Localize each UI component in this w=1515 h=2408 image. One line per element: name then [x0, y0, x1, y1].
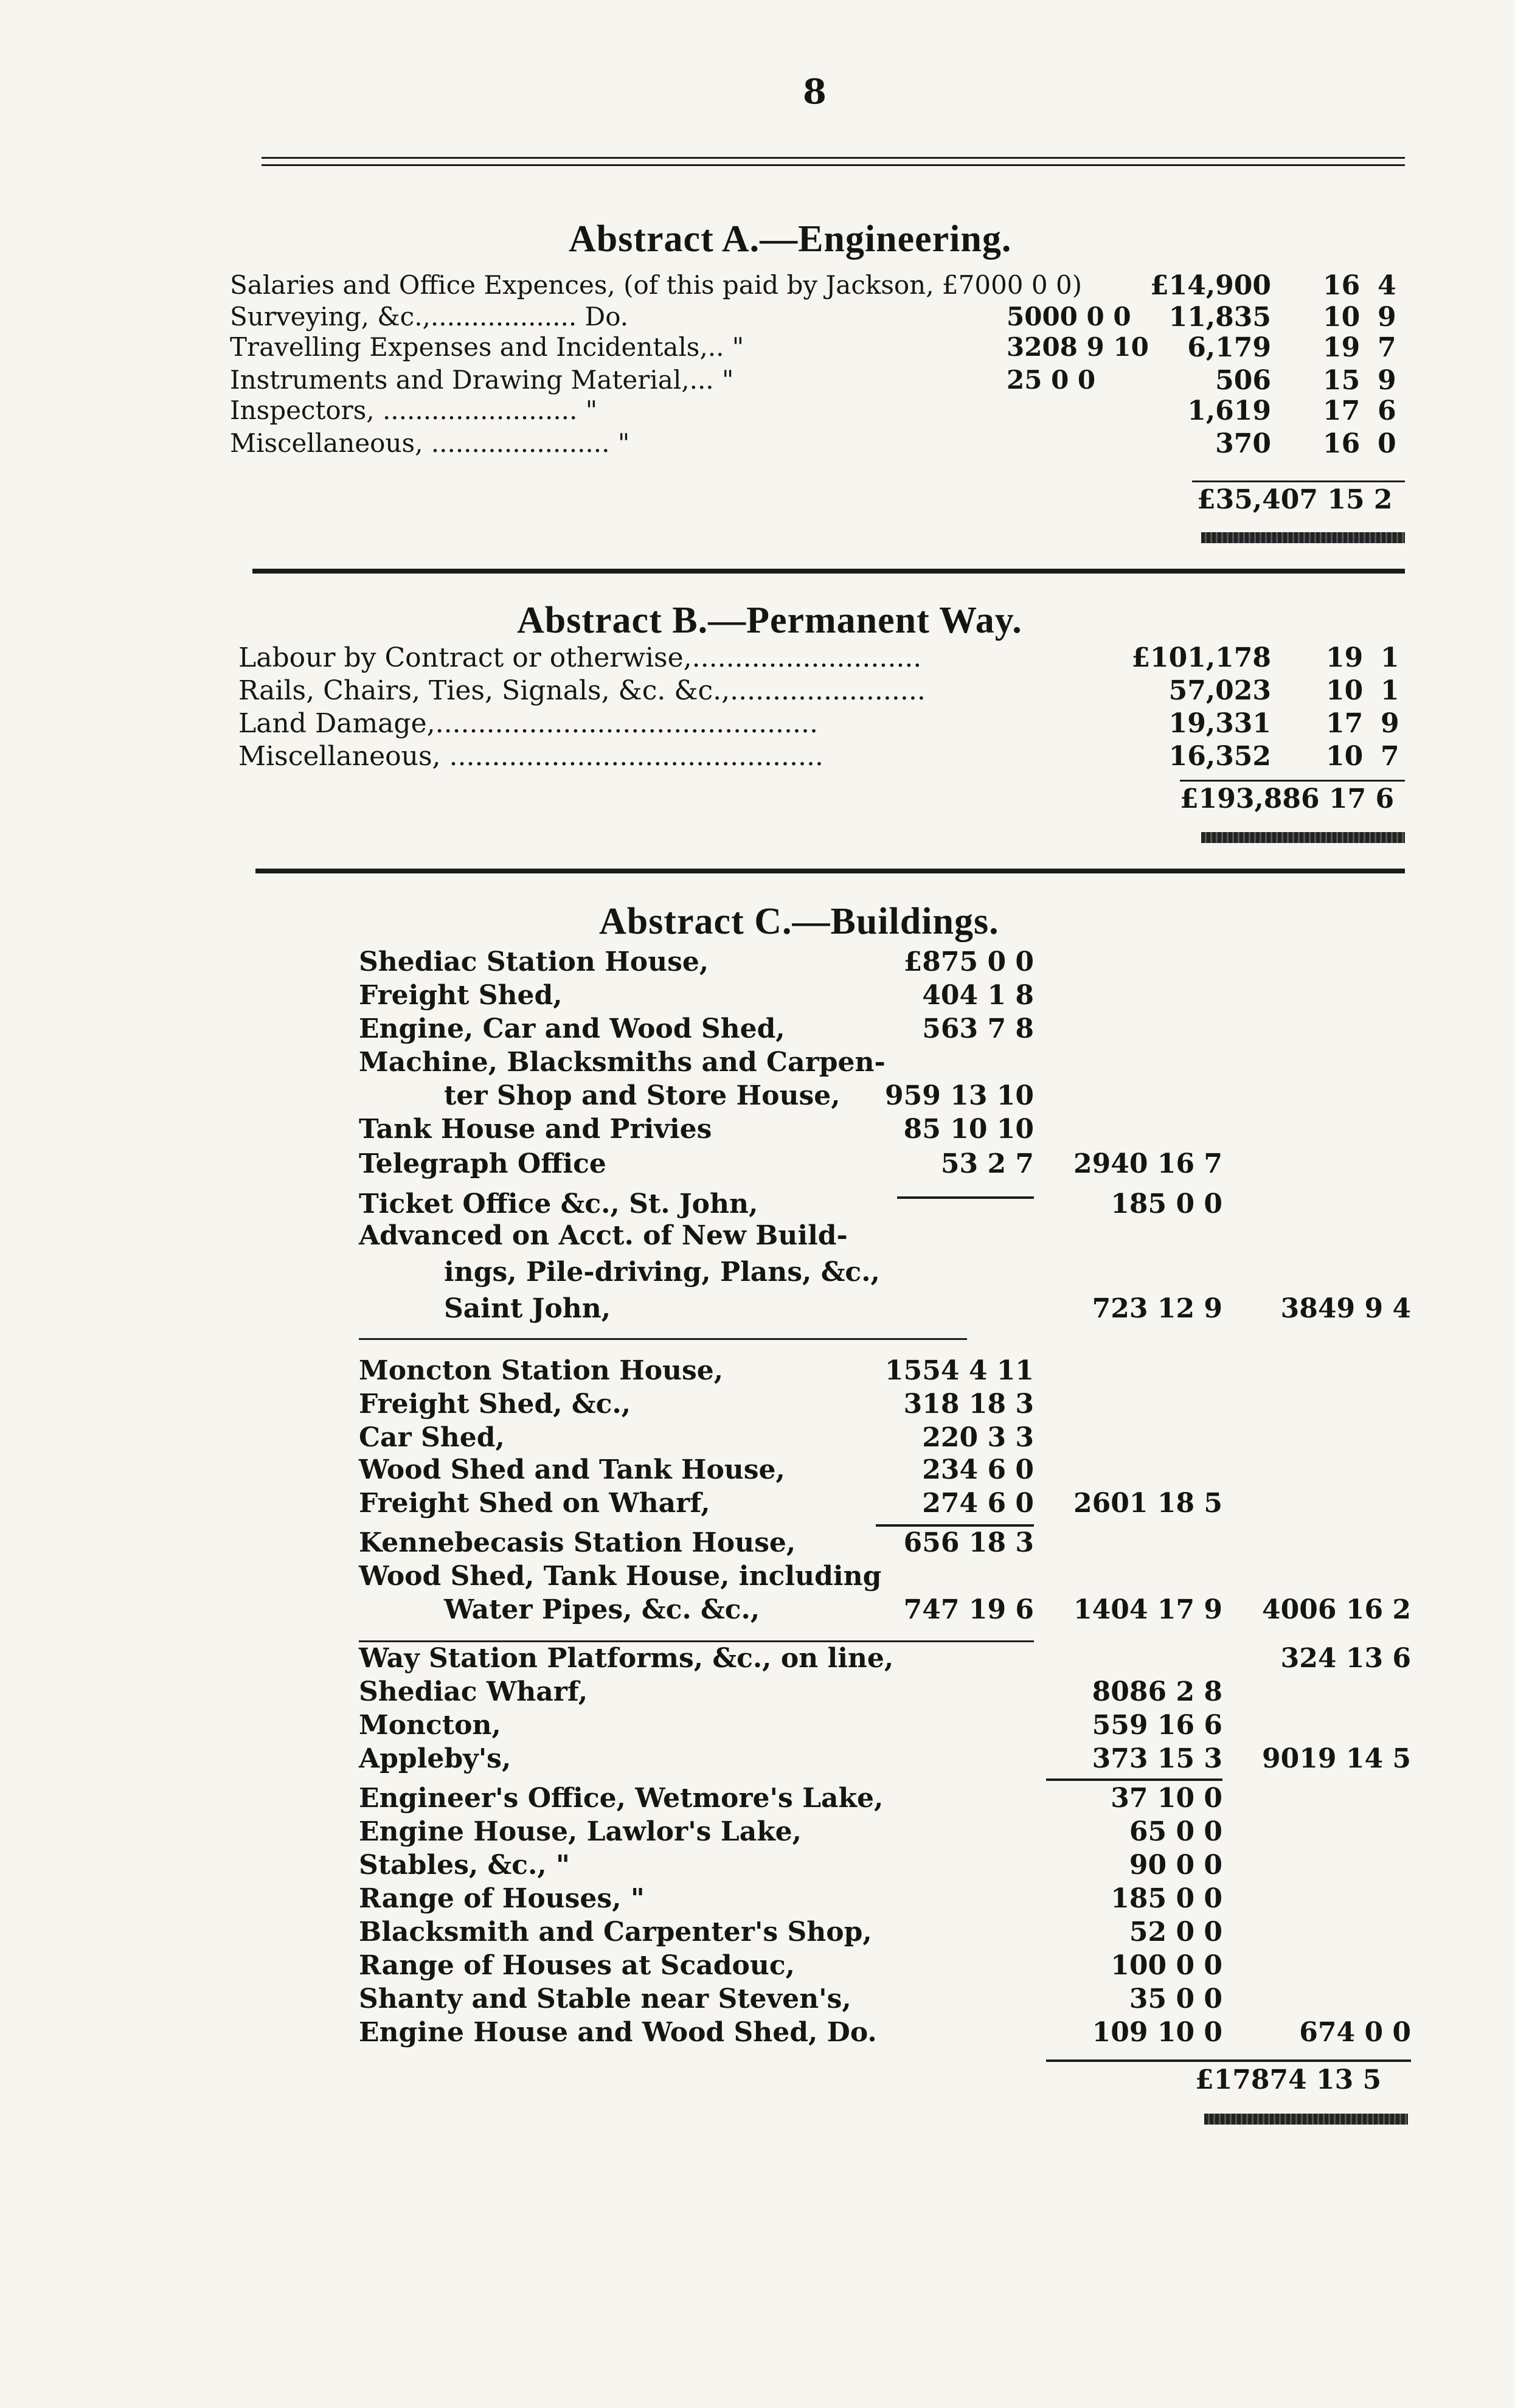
column-1-amount: 318 18 3	[903, 1389, 1034, 1420]
row-pounds: £14,900	[1149, 270, 1271, 301]
row-pounds: 6,179	[1187, 332, 1271, 363]
line-label: Wood Shed and Tank House,	[359, 1454, 785, 1485]
column-2-amount: 109 10 0	[1092, 2017, 1222, 2048]
column-2-amount: 37 10 0	[1111, 1783, 1222, 1814]
row-label: Salaries and Office Expences, (of this paid by Jackson, £7000 0 0)	[230, 270, 1083, 300]
line-label: Stables, &c., "	[359, 1850, 570, 1881]
column-1-amount: 404 1 8	[922, 980, 1034, 1011]
column-3-amount: 324 13 6	[1280, 1643, 1411, 1674]
line-label: Range of Houses, "	[359, 1883, 645, 1914]
column-1-amount: 220 3 3	[922, 1422, 1034, 1453]
column-2-amount: 52 0 0	[1129, 1917, 1222, 1948]
column-3-amount: 3849 9 4	[1280, 1293, 1411, 1324]
row-pence: 1	[1381, 675, 1399, 706]
column-2-amount: 723 12 9	[1092, 1293, 1222, 1324]
row-detail-amount: 5000 0 0	[1007, 302, 1131, 331]
section-b-heading: Abstract B.—Permanent Way.	[517, 600, 1022, 641]
column-2-amount: 2601 18 5	[1073, 1488, 1222, 1519]
line-label: Blacksmith and Carpenter's Shop,	[359, 1917, 872, 1948]
column-1-amount: 563 7 8	[922, 1013, 1034, 1044]
column-1-amount: 747 19 6	[903, 1594, 1034, 1625]
row-label: Instruments and Drawing Material,... "	[230, 365, 734, 395]
line-label: Shediac Wharf,	[359, 1676, 588, 1707]
line-label: Moncton Station House,	[359, 1355, 724, 1386]
line-label: Moncton,	[359, 1710, 501, 1741]
row-pounds: 57,023	[1168, 675, 1271, 706]
line-label: Freight Shed, &c.,	[359, 1389, 631, 1420]
row-pence: 9	[1378, 365, 1396, 396]
column-2-amount: 373 15 3	[1092, 1743, 1222, 1774]
line-label: Engine House, Lawlor's Lake,	[359, 1816, 802, 1847]
row-label: Miscellaneous, ...................... "	[230, 428, 630, 458]
column-2-amount: 8086 2 8	[1092, 1676, 1222, 1707]
column-3-amount: 674 0 0	[1299, 2017, 1411, 2048]
column-1-amount: 274 6 0	[922, 1488, 1034, 1519]
row-shillings: 19	[1323, 332, 1361, 363]
subtotal-rule	[1046, 2059, 1411, 2062]
line-label: Kennebecasis Station House,	[359, 1527, 796, 1558]
column-1-amount: 959 13 10	[885, 1080, 1034, 1111]
section-a-double-rule	[1201, 532, 1405, 543]
line-label: Freight Shed on Wharf,	[359, 1488, 710, 1519]
line-label: Shanty and Stable near Steven's,	[359, 1983, 851, 2014]
line-label: Appleby's,	[359, 1743, 511, 1774]
row-pounds: 11,835	[1168, 302, 1271, 333]
top-rule-2	[262, 164, 1405, 166]
section-b-total-rule	[1180, 780, 1405, 782]
subtotal-rule	[897, 1196, 1034, 1199]
row-pounds: 506	[1215, 365, 1271, 396]
section-b-total: £193,886 17 6	[1180, 783, 1395, 814]
section-c-total: £17874 13 5	[1195, 2064, 1382, 2095]
subtotal-rule	[876, 1524, 1034, 1527]
row-label: Labour by Contract or otherwise,...........................	[238, 642, 922, 673]
section-a-total-rule	[1192, 481, 1405, 482]
row-pounds: 19,331	[1168, 708, 1271, 739]
row-label: Land Damage,.............................................	[238, 708, 818, 739]
line-label: Tank House and Privies	[359, 1114, 712, 1145]
column-2-amount: 100 0 0	[1111, 1950, 1222, 1981]
column-2-amount: 35 0 0	[1129, 1983, 1222, 2014]
row-pence: 1	[1381, 642, 1399, 673]
line-label: Engine House and Wood Shed, Do.	[359, 2017, 877, 2048]
row-pence: 0	[1378, 428, 1396, 459]
column-2-amount: 90 0 0	[1129, 1850, 1222, 1881]
row-pounds: £101,178	[1131, 642, 1271, 673]
row-detail-amount: 3208 9 10	[1007, 332, 1149, 362]
line-label: ings, Pile-driving, Plans, &c.,	[444, 1257, 880, 1288]
line-label: Telegraph Office	[359, 1148, 606, 1179]
section-c-double-rule	[1204, 2114, 1408, 2125]
column-1-amount: 1554 4 11	[885, 1355, 1034, 1386]
column-1-amount: 234 6 0	[922, 1454, 1034, 1485]
row-pounds: 1,619	[1187, 395, 1271, 426]
line-label: Advanced on Acct. of New Build-	[359, 1220, 848, 1251]
column-2-amount: 2940 16 7	[1073, 1148, 1222, 1179]
column-1-amount: 53 2 7	[940, 1148, 1034, 1179]
line-label: Range of Houses at Scadouc,	[359, 1950, 795, 1981]
line-label: Saint John,	[444, 1293, 611, 1324]
column-1-amount: 656 18 3	[903, 1527, 1034, 1558]
row-shillings: 10	[1326, 675, 1364, 706]
column-2-amount: 1404 17 9	[1073, 1594, 1222, 1625]
row-pence: 7	[1381, 741, 1399, 772]
section-a-total: £35,407 15 2	[1197, 484, 1393, 515]
row-pence: 9	[1378, 302, 1396, 333]
row-label: Miscellaneous, ............................................	[238, 741, 823, 772]
subtotal-rule	[1046, 1778, 1222, 1781]
line-label: Engine, Car and Wood Shed,	[359, 1013, 785, 1044]
column-3-amount: 4006 16 2	[1262, 1594, 1411, 1625]
column-2-amount: 185 0 0	[1111, 1188, 1222, 1220]
column-1-amount: £875 0 0	[903, 946, 1034, 977]
row-pounds: 370	[1215, 428, 1271, 459]
section-divider-1	[252, 569, 1405, 574]
column-2-amount: 559 16 6	[1092, 1710, 1222, 1741]
row-shillings: 17	[1323, 395, 1361, 426]
line-label: Way Station Platforms, &c., on line,	[359, 1643, 894, 1674]
row-shillings: 10	[1323, 302, 1361, 333]
row-pence: 6	[1378, 395, 1396, 426]
top-rule	[262, 157, 1405, 159]
column-2-amount: 65 0 0	[1129, 1816, 1222, 1847]
row-shillings: 10	[1326, 741, 1364, 772]
column-2-amount: 185 0 0	[1111, 1883, 1222, 1914]
row-shillings: 16	[1323, 270, 1361, 301]
subtotal-rule	[359, 1640, 1034, 1642]
row-shillings: 16	[1323, 428, 1361, 459]
row-shillings: 17	[1326, 708, 1364, 739]
column-3-amount: 9019 14 5	[1262, 1743, 1411, 1774]
column-1-amount: 85 10 10	[903, 1114, 1034, 1145]
line-label: Water Pipes, &c. &c.,	[444, 1594, 760, 1625]
line-label: ter Shop and Store House,	[444, 1080, 841, 1111]
row-label: Rails, Chairs, Ties, Signals, &c. &c.,.......................	[238, 675, 926, 706]
line-label: Freight Shed,	[359, 980, 563, 1011]
row-detail-amount: 25 0 0	[1007, 365, 1096, 395]
line-label: Wood Shed, Tank House, including	[359, 1561, 882, 1592]
row-pence: 4	[1378, 270, 1396, 301]
section-c-heading: Abstract C.—Buildings.	[599, 901, 999, 942]
row-pounds: 16,352	[1168, 741, 1271, 772]
line-label: Ticket Office &c., St. John,	[359, 1188, 758, 1220]
page-number: 8	[803, 72, 827, 112]
group-divider	[359, 1338, 967, 1340]
line-label: Car Shed,	[359, 1422, 505, 1453]
line-label: Engineer's Office, Wetmore's Lake,	[359, 1783, 884, 1814]
row-label: Inspectors, ........................ "	[230, 395, 598, 425]
section-a-heading: Abstract A.—Engineering.	[569, 218, 1012, 260]
section-divider-2	[255, 869, 1405, 873]
row-shillings: 19	[1326, 642, 1364, 673]
row-label: Travelling Expenses and Incidentals,.. "	[230, 332, 744, 362]
section-b-double-rule	[1201, 832, 1405, 843]
row-pence: 9	[1381, 708, 1399, 739]
line-label: Machine, Blacksmiths and Carpen-	[359, 1047, 886, 1078]
row-pence: 7	[1378, 332, 1396, 363]
line-label: Shediac Station House,	[359, 946, 709, 977]
row-label: Surveying, &c.,.................. Do.	[230, 302, 629, 331]
row-shillings: 15	[1323, 365, 1361, 396]
